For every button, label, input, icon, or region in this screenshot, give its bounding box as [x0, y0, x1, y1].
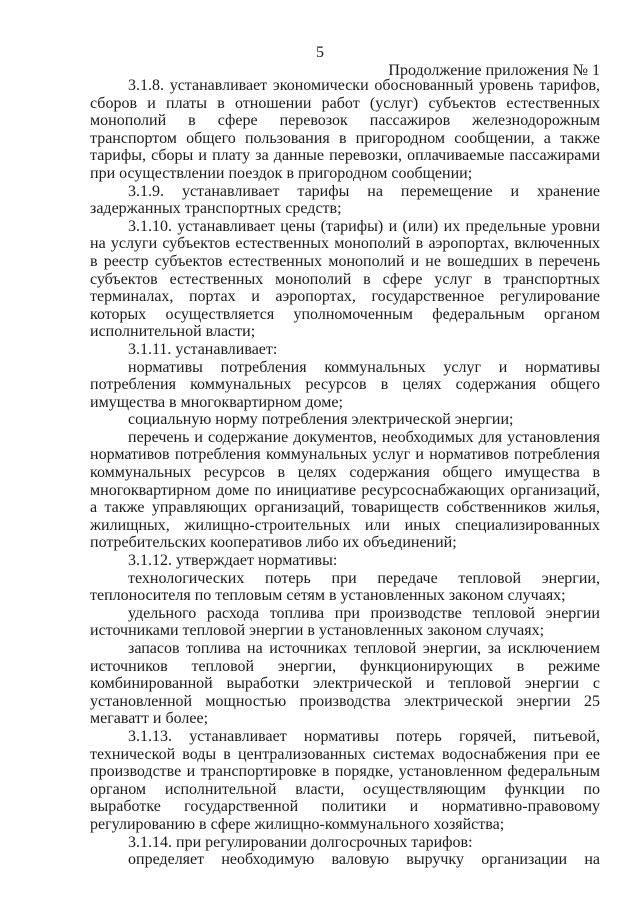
paragraph-3-1-13: 3.1.13. устанавливает нормативы потерь горячей, питьевой, технической воды в централизованных системах водоснабжения при ее производстве и транспортировке в порядке, установленном федеральным органом исполнительной власти, осуществляющим функции по выработке государственной политики и нормативно-правовому регулированию в сфере жилищно-коммунального хозяйства; — [90, 727, 600, 833]
appendix-continuation-note: Продолжение приложения № 1 — [388, 62, 600, 79]
paragraph-3-1-9: 3.1.9. устанавливает тарифы на перемещение и хранение задержанных транспортных средств; — [90, 182, 600, 218]
document-body — [90, 77, 600, 869]
paragraph-3-1-8: 3.1.8. устанавливает экономически обоснованный уровень тарифов, сборов и платы в отношении работ (услуг) субъектов естественных монополий в сфере перевозок пассажиров железнодорожным транспортом общего пользования в пригородном сообщении, а также тарифы, сборы и плату за данные перевозки, оплачиваемые пассажирами при осуществлении поездок в пригородном сообщении; — [90, 77, 600, 182]
paragraph-3-1-12-item-3: запасов топлива на источниках тепловой энергии, за исключением источников тепловой энергии, функционирующих в режиме комбинированной выработки электрической и тепловой энергии с установленной мощностью производства электрической энергии 25 мегаватт и более; — [90, 640, 600, 728]
page-number: 5 — [316, 44, 324, 61]
paragraph-3-1-11-item-2: социальную норму потребления электрической энергии; — [128, 411, 514, 429]
paragraph-3-1-12-item-2: удельного расхода топлива при производстве тепловой энергии источниками тепловой энергии в установленных законом случаях; — [90, 604, 600, 640]
paragraph-3-1-11-item-1: нормативы потребления коммунальных услуг и нормативы потребления коммунальных ресурсов в целях содержания общего имущества в многоквартирном доме; — [90, 358, 600, 411]
paragraph-3-1-12: 3.1.12. утверждает нормативы: — [128, 552, 338, 570]
paragraph-3-1-12-item-1: технологических потерь при передаче тепловой энергии, теплоносителя по тепловым сетям в установленных законом случаях; — [90, 569, 600, 605]
paragraph-3-1-11-item-3: перечень и содержание документов, необходимых для установления нормативов потребления коммунальных услуг и нормативов потребления коммунальных ресурсов в целях содержания общего имущества в многоквартирном доме по инициативе ресурсоснабжающих организаций, а также управляющих организаций, товариществ собственников жилья, жилищных, жилищно-строительных или иных специализированных потребительских кооперативов либо их объединений; — [90, 428, 600, 552]
paragraph-3-1-10: 3.1.10. устанавливает цены (тарифы) и (или) их предельные уровни на услуги субъектов естественных монополий в аэропортах, включенных в реестр субъектов естественных монополий и не вошедших в перечень субъектов естественных монополий в сфере услуг в транспортных терминалах, портах и аэропортах, государственное регулирование которых осуществляется уполномоченным федеральным органом исполнительной власти; — [90, 217, 600, 341]
paragraph-3-1-11: 3.1.11. устанавливает: — [128, 340, 278, 358]
paragraph-3-1-14: 3.1.14. при регулировании долгосрочных тарифов: — [128, 833, 473, 851]
paragraph-3-1-14-item-1: определяет необходимую валовую выручку организации на — [128, 851, 600, 869]
